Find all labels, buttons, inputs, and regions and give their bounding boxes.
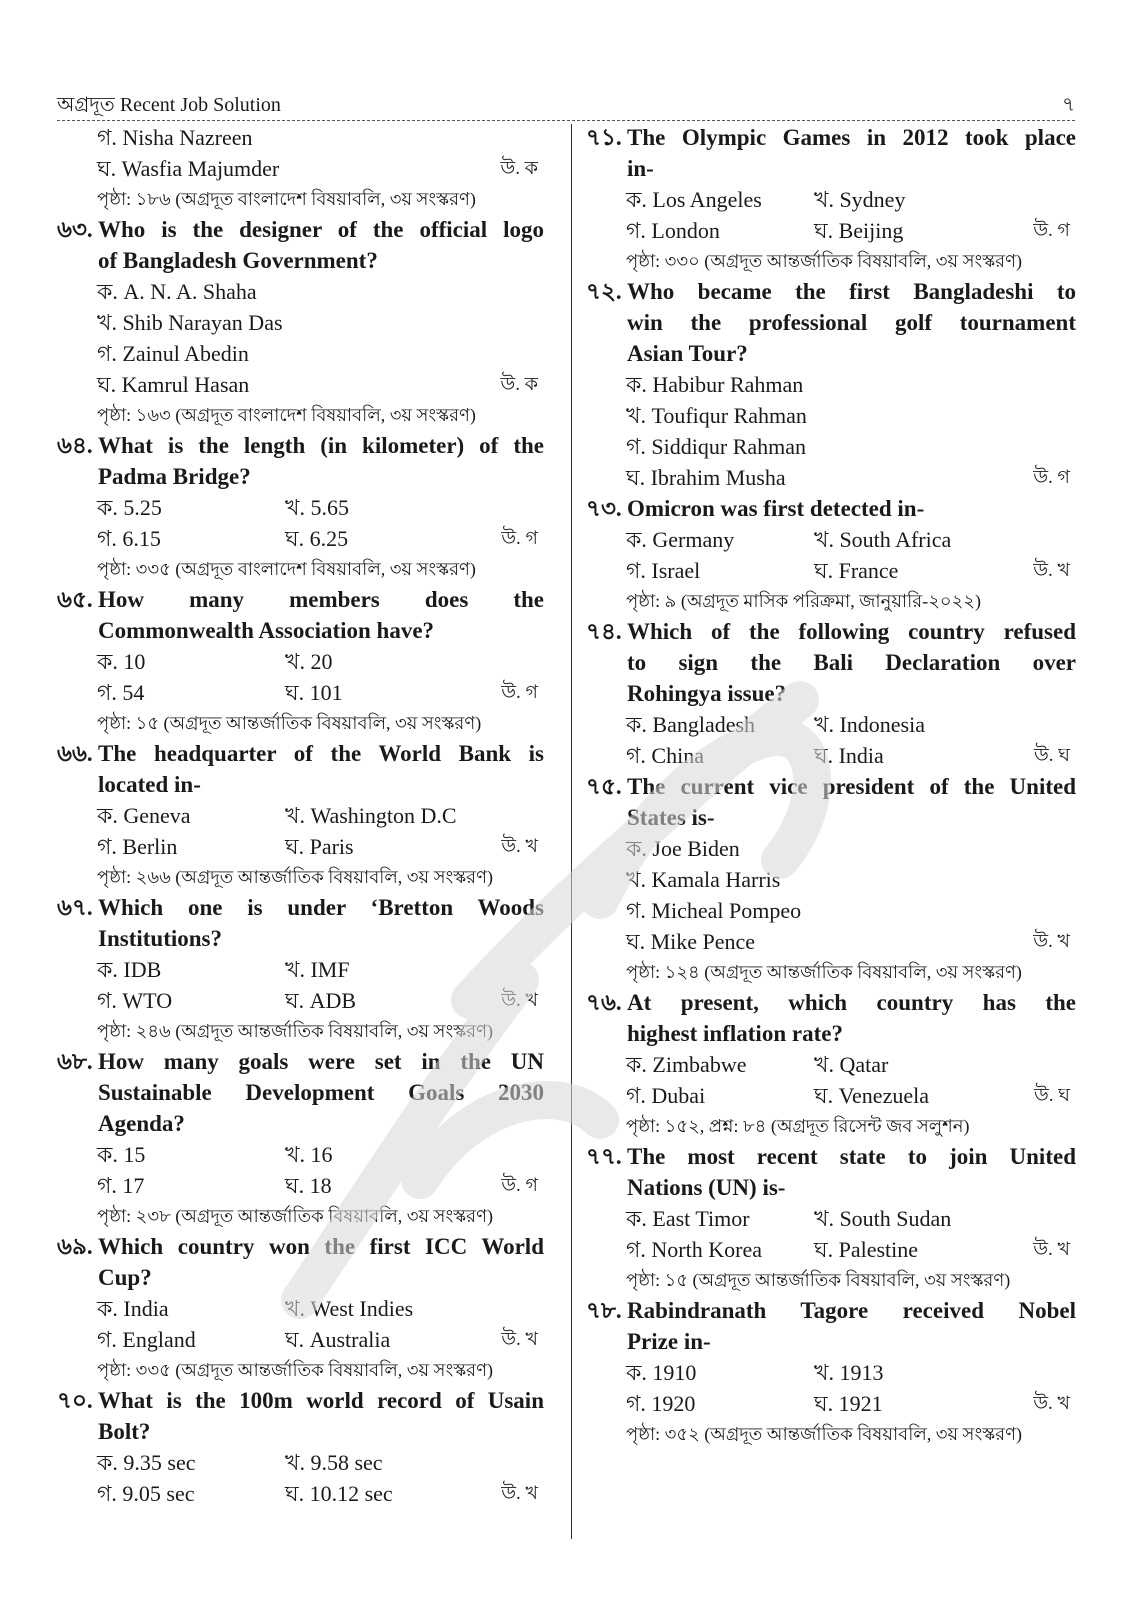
answer-label: উ. ক	[500, 374, 538, 395]
question-text: Padma Bridge?	[98, 464, 251, 489]
option-row	[586, 926, 1076, 957]
option: ক. Bangladesh	[626, 712, 756, 737]
option: গ. North Korea	[626, 1237, 762, 1262]
option-row	[586, 369, 1076, 400]
question-block	[586, 771, 1076, 987]
question-number: ৭৬.	[586, 990, 622, 1015]
question-text: Which country won the first ICC World	[98, 1234, 544, 1259]
source-reference: পৃষ্ঠা: ১৬৩ (অগ্রদূত বাংলাদেশ বিষয়াবলি, ৩য় সংস্করণ)	[97, 405, 476, 425]
answer-label: উ. গ	[501, 682, 538, 703]
question-line	[57, 615, 544, 646]
answer-label: উ. খ	[1033, 1239, 1070, 1260]
option-row	[586, 864, 1076, 895]
question-text: highest inflation rate?	[627, 1021, 843, 1046]
option-row	[586, 1080, 1076, 1111]
question-text: At present, which country has the	[627, 990, 1076, 1015]
source-reference: পৃষ্ঠা: ২৬৬ (অগ্রদূত আন্তর্জাতিক বিষয়াবলি, ৩য় সংস্করণ)	[97, 867, 493, 887]
option: গ. Micheal Pompeo	[626, 898, 802, 923]
option-row	[586, 215, 1076, 246]
question-line	[586, 1295, 1076, 1326]
option: খ. 5.65	[285, 495, 349, 520]
question-number: ৬৪.	[57, 433, 93, 458]
left-column	[57, 122, 544, 1509]
question-line	[57, 1108, 544, 1139]
option: গ. 6.15	[97, 526, 161, 551]
answer-label: উ. গ	[1033, 220, 1070, 241]
answer-label: উ. গ	[501, 1175, 538, 1196]
source-reference: পৃষ্ঠা: ১৮৬ (অগ্রদূত বাংলাদেশ বিষয়াবলি, ৩য় সংস্করণ)	[97, 189, 476, 209]
question-block	[586, 1295, 1076, 1449]
question-number: ৭২.	[586, 279, 622, 304]
option-row	[586, 555, 1076, 586]
option: গ. China	[626, 743, 704, 768]
source-reference: পৃষ্ঠা: ১৫২, প্রশ্ন: ৮৪ (অগ্রদূত রিসেন্ট জব সলুশন)	[626, 1116, 970, 1136]
option: ঘ. ADB	[285, 988, 357, 1013]
question-line	[57, 1385, 544, 1416]
option-row	[57, 954, 544, 985]
option: গ. England	[97, 1327, 196, 1352]
question-line	[57, 584, 544, 615]
question-block	[586, 276, 1076, 493]
option: গ. Berlin	[97, 834, 178, 859]
question-line	[586, 338, 1076, 369]
answer-label: উ. ঘ	[1033, 1085, 1070, 1106]
option-row	[57, 338, 544, 369]
question-text: What is the length (in kilometer) of the	[98, 433, 544, 458]
question-text: The Olympic Games in 2012 took place	[627, 125, 1076, 150]
question-text: Institutions?	[98, 926, 222, 951]
question-text: Nations (UN) is-	[627, 1175, 786, 1200]
option: ঘ. Australia	[285, 1327, 391, 1352]
option: খ. Washington D.C	[285, 803, 457, 828]
option-row	[57, 1170, 544, 1201]
question-line	[57, 430, 544, 461]
question-block	[57, 1046, 544, 1231]
option: খ. Toufiqur Rahman	[626, 403, 807, 428]
question-line	[586, 616, 1076, 647]
question-line	[586, 802, 1076, 833]
question-block	[57, 1231, 544, 1385]
option: ক. East Timor	[626, 1206, 750, 1231]
option: গ. Dubai	[626, 1083, 706, 1108]
question-line	[586, 678, 1076, 709]
question-line	[586, 1141, 1076, 1172]
question-line	[57, 214, 544, 245]
question-text: Which one is under ‘Bretton Woods	[98, 895, 544, 920]
column-divider	[571, 124, 572, 1539]
option-row	[586, 1357, 1076, 1388]
option: ক. 1910	[626, 1360, 697, 1385]
source-reference: পৃষ্ঠা: ২৩৮ (অগ্রদূত আন্তর্জাতিক বিষয়াবলি, ৩য় সংস্করণ)	[97, 1206, 493, 1226]
question-text: Rohingya issue?	[627, 681, 787, 706]
option-row	[57, 831, 544, 862]
question-number: ৭০.	[57, 1388, 93, 1413]
option-row	[586, 740, 1076, 771]
question-text: The most recent state to join United	[627, 1144, 1076, 1169]
question-text: Which of the following country refused	[627, 619, 1076, 644]
option: ঘ. Mike Pence	[626, 929, 756, 954]
option: খ. Kamala Harris	[626, 867, 781, 892]
option: ক. Geneva	[97, 803, 191, 828]
option: খ. Shib Narayan Das	[97, 310, 283, 335]
option: ঘ. 101	[285, 680, 343, 705]
question-number: ৬৯.	[57, 1234, 93, 1259]
answer-label: উ. খ	[501, 1483, 538, 1504]
option: ঘ. Palestine	[814, 1237, 919, 1262]
option: ঘ. India	[814, 743, 884, 768]
source-reference: পৃষ্ঠা: ৩৩৫ (অগ্রদূত আন্তর্জাতিক বিষয়াবলি, ৩য় সংস্করণ)	[97, 1360, 493, 1380]
option: গ. Siddiqur Rahman	[626, 434, 807, 459]
option: ক. 9.35 sec	[97, 1450, 196, 1475]
option: ক. Joe Biden	[626, 836, 740, 861]
option: ক. Zimbabwe	[626, 1052, 747, 1077]
source-reference: পৃষ্ঠা: ১২৪ (অগ্রদূত আন্তর্জাতিক বিষয়াবলি, ৩য় সংস্করণ)	[626, 962, 1022, 982]
option-row	[57, 1324, 544, 1355]
option-row	[57, 492, 544, 523]
question-line	[57, 1231, 544, 1262]
question-line	[586, 1172, 1076, 1203]
option: খ. Qatar	[814, 1052, 889, 1077]
option-row	[57, 1139, 544, 1170]
option: খ. Indonesia	[814, 712, 925, 737]
option: খ. 9.58 sec	[285, 1450, 383, 1475]
option-row	[586, 709, 1076, 740]
option: ঘ. 6.25	[285, 526, 349, 551]
option-row	[57, 677, 544, 708]
option-row	[586, 1234, 1076, 1265]
left-question-list	[57, 214, 544, 1509]
answer-label: উ. খ	[1033, 560, 1070, 581]
question-block	[57, 1385, 544, 1509]
option: খ. IMF	[285, 957, 350, 982]
answer-label: উ. খ	[501, 990, 538, 1011]
question-text: Prize in-	[627, 1329, 711, 1354]
option-row	[586, 462, 1076, 493]
question-text: What is the 100m world record of Usain	[98, 1388, 544, 1413]
question-number: ৬৮.	[57, 1049, 93, 1074]
option-row	[57, 276, 544, 307]
option: ক. India	[97, 1296, 169, 1321]
right-question-list	[586, 122, 1076, 1449]
option: গ. 54	[97, 680, 145, 705]
option: ঘ. Venezuela	[814, 1083, 929, 1108]
question-line	[586, 1018, 1076, 1049]
option-row	[586, 400, 1076, 431]
question-line	[586, 276, 1076, 307]
question-text: Who is the designer of the official logo	[98, 217, 544, 242]
option-row	[586, 1388, 1076, 1419]
answer-label: উ. খ	[1033, 1393, 1070, 1414]
question-number: ৬৩.	[57, 217, 93, 242]
question-block	[57, 584, 544, 738]
question-line	[57, 923, 544, 954]
option-row	[57, 646, 544, 677]
option-row	[586, 184, 1076, 215]
question-number: ৬৬.	[57, 741, 93, 766]
question-line	[586, 122, 1076, 153]
page-header	[57, 88, 1075, 121]
option-row	[57, 1293, 544, 1324]
option: ঘ. Paris	[285, 834, 354, 859]
question-text: win the professional golf tournament	[627, 310, 1076, 335]
answer-label: উ. খ	[501, 836, 538, 857]
source-reference: পৃষ্ঠা: ৩৩০ (অগ্রদূত আন্তর্জাতিক বিষয়াবলি, ৩য় সংস্করণ)	[626, 251, 1022, 271]
option: খ. 16	[285, 1142, 333, 1167]
question-block	[586, 987, 1076, 1141]
question-block	[57, 430, 544, 584]
option-row	[586, 431, 1076, 462]
source-reference: পৃষ্ঠা: ৯ (অগ্রদূত মাসিক পরিক্রমা, জানুয়ারি-২০২২)	[626, 591, 981, 611]
question-text: Cup?	[98, 1265, 152, 1290]
question-line	[57, 1262, 544, 1293]
question-text: The current vice president of the United	[627, 774, 1076, 799]
option-row	[57, 1478, 544, 1509]
question-number: ৭৩.	[586, 496, 622, 521]
answer-label: উ. ক	[500, 158, 538, 179]
option: ক. 5.25	[97, 495, 162, 520]
question-line	[586, 987, 1076, 1018]
question-text: Sustainable Development Goals 2030	[98, 1080, 544, 1105]
option: ঘ. Ibrahim Musha	[626, 465, 786, 490]
option: খ. 20	[285, 649, 333, 674]
right-column	[586, 122, 1076, 1449]
question-text: of Bangladesh Government?	[98, 248, 378, 273]
question-block	[57, 214, 544, 430]
option: ক. Germany	[626, 527, 735, 552]
option: গ. 9.05 sec	[97, 1481, 195, 1506]
question-line	[57, 1077, 544, 1108]
option-row	[586, 833, 1076, 864]
option-row	[57, 369, 544, 400]
question-number: ৭৭.	[586, 1144, 622, 1169]
option: খ. Sydney	[814, 187, 906, 212]
question-number: ৭১.	[586, 125, 622, 150]
question-line	[57, 461, 544, 492]
option-row	[586, 1049, 1076, 1080]
question-number: ৬৫.	[57, 587, 93, 612]
question-text: Bolt?	[98, 1419, 151, 1444]
page-number: ৭	[1061, 94, 1075, 116]
question-line	[57, 1046, 544, 1077]
option: খ. 1913	[814, 1360, 884, 1385]
answer-label: উ. ঘ	[1033, 745, 1070, 766]
option: ঘ. 18	[285, 1173, 332, 1198]
question-block	[57, 892, 544, 1046]
question-line	[57, 769, 544, 800]
answer-label: উ. গ	[1033, 467, 1070, 488]
option: ক. Habibur Rahman	[626, 372, 804, 397]
source-reference: পৃষ্ঠা: ১৫ (অগ্রদূত আন্তর্জাতিক বিষয়াবলি, ৩য় সংস্করণ)	[97, 713, 482, 733]
question-line	[57, 892, 544, 923]
option: গ. Zainul Abedin	[97, 341, 249, 366]
question-text: Asian Tour?	[627, 341, 748, 366]
question-text: to sign the Bali Declaration over	[627, 650, 1076, 675]
question-text: located in-	[98, 772, 201, 797]
question-line	[586, 153, 1076, 184]
question-text: Rabindranath Tagore received Nobel	[627, 1298, 1076, 1323]
option: ঘ. 1921	[814, 1391, 883, 1416]
question-line	[57, 245, 544, 276]
option: ঘ. Beijing	[814, 218, 904, 243]
source-reference: পৃষ্ঠা: ১৫ (অগ্রদূত আন্তর্জাতিক বিষয়াবলি, ৩য় সংস্করণ)	[626, 1270, 1011, 1290]
question-line	[586, 307, 1076, 338]
option: ঘ. Kamrul Hasan	[97, 372, 250, 397]
option: গ. Israel	[626, 558, 701, 583]
option-row	[586, 1203, 1076, 1234]
question-block	[586, 493, 1076, 616]
question-text: Agenda?	[98, 1111, 185, 1136]
question-text: How many members does the	[98, 587, 544, 612]
source-reference: পৃষ্ঠা: ৩৩৫ (অগ্রদূত বাংলাদেশ বিষয়াবলি, ৩য় সংস্করণ)	[97, 559, 476, 579]
option-row	[57, 307, 544, 338]
question-number: ৭৮.	[586, 1298, 622, 1323]
option: ক. IDB	[97, 957, 162, 982]
option: খ. South Africa	[814, 527, 952, 552]
option: খ. West Indies	[285, 1296, 414, 1321]
question-text: in-	[627, 156, 654, 181]
option-row	[57, 153, 544, 184]
question-line	[586, 1326, 1076, 1357]
option: ঘ. 10.12 sec	[285, 1481, 393, 1506]
option: ক. 10	[97, 649, 146, 674]
answer-label: উ. গ	[501, 528, 538, 549]
question-line	[586, 771, 1076, 802]
option-row	[586, 524, 1076, 555]
question-text: Omicron was first detected in-	[627, 496, 925, 521]
option-row	[57, 985, 544, 1016]
option-row	[586, 895, 1076, 926]
option: গ. WTO	[97, 988, 173, 1013]
question-text: Commonwealth Association have?	[98, 618, 435, 643]
question-text: The headquarter of the World Bank is	[98, 741, 544, 766]
question-number: ৬৭.	[57, 895, 93, 920]
option: ক. A. N. A. Shaha	[97, 279, 257, 304]
answer-label: উ. খ	[1033, 931, 1070, 952]
source-reference: পৃষ্ঠা: ২৪৬ (অগ্রদূত আন্তর্জাতিক বিষয়াবলি, ৩য় সংস্করণ)	[97, 1021, 493, 1041]
question-number: ৭৪.	[586, 619, 622, 644]
option: খ. South Sudan	[814, 1206, 952, 1231]
option-row	[57, 122, 544, 153]
question-line	[586, 493, 1076, 524]
question-block	[586, 616, 1076, 771]
question-text: How many goals were set in the UN	[98, 1049, 544, 1074]
option: ঘ. Wasfia Majumder	[97, 156, 280, 181]
question-block	[57, 738, 544, 892]
option: ক. Los Angeles	[626, 187, 762, 212]
question-text: States is-	[627, 805, 715, 830]
option: ক. 15	[97, 1142, 146, 1167]
option: গ. London	[626, 218, 720, 243]
question-number: ৭৫.	[586, 774, 622, 799]
option-row	[57, 523, 544, 554]
question-line	[586, 647, 1076, 678]
source-reference: পৃষ্ঠা: ৩৫২ (অগ্রদূত আন্তর্জাতিক বিষয়াবলি, ৩য় সংস্করণ)	[626, 1424, 1022, 1444]
option: গ. 17	[97, 1173, 145, 1198]
header-title: অগ্রদূত Recent Job Solution	[57, 94, 281, 116]
answer-label: উ. খ	[501, 1329, 538, 1350]
option-row	[57, 800, 544, 831]
option: গ. Nisha Nazreen	[97, 125, 253, 150]
option-row	[57, 1447, 544, 1478]
option: ঘ. France	[814, 558, 899, 583]
question-block	[586, 122, 1076, 276]
question-text: Who became the first Bangladeshi to	[627, 279, 1076, 304]
question-line	[57, 738, 544, 769]
question-line	[57, 1416, 544, 1447]
question-block	[586, 1141, 1076, 1295]
option: গ. 1920	[626, 1391, 696, 1416]
